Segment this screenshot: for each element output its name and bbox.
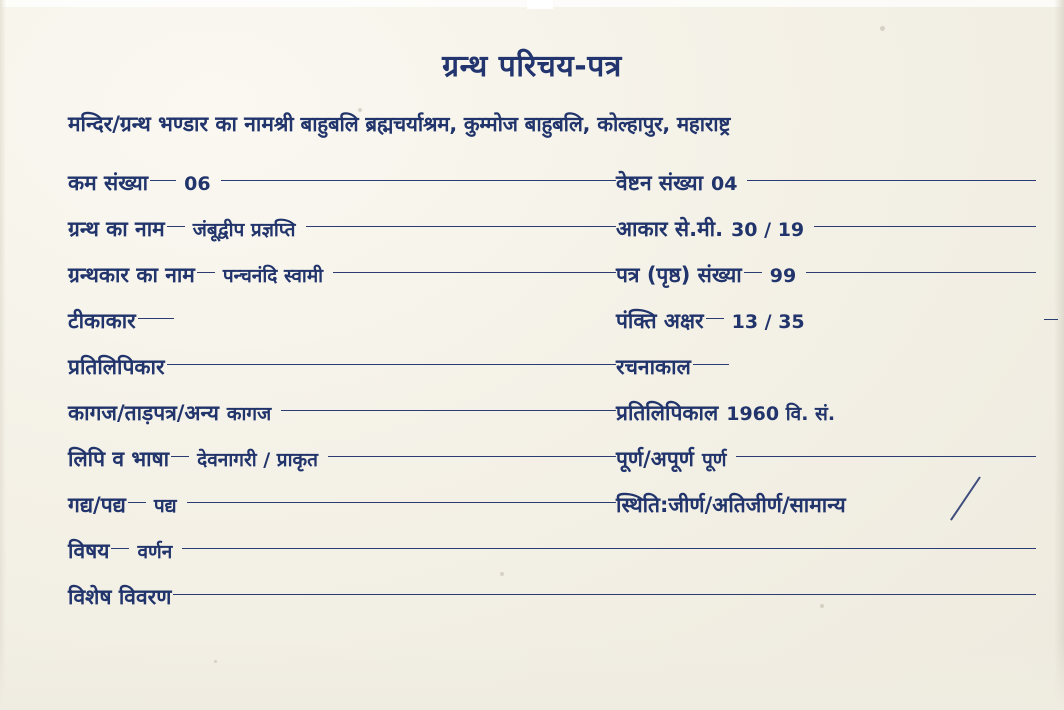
paper-left-edge [0,0,6,710]
field-rule [167,364,616,365]
scan-notch [527,0,553,9]
field-rule [128,502,146,503]
temple-name-label: मन्दिर/ग्रन्थ भण्डार का नाम [68,112,274,136]
field-granthkar-ka-naam [68,261,616,289]
field-rule [171,456,189,457]
paper-speck [880,26,885,31]
form-row [68,206,1036,252]
field-rule [197,272,215,273]
field-value: 04 [711,173,738,195]
form-row [68,298,1036,344]
field-rule [150,180,176,181]
field-rule [706,318,724,319]
form-grid [68,160,1036,620]
field-rule [328,456,616,457]
field-rule [138,318,174,319]
field-rule [747,180,1036,181]
field-value: 1960 वि. सं. [726,403,836,425]
field-label: प्रतिलिपिकार [68,355,165,379]
field-label: प्रतिलिपिकाल [616,401,719,425]
form-row [68,160,1036,206]
field-lipi-va-bhasha [68,445,616,473]
form-row [68,344,1036,390]
field-value: पूर्ण [701,449,727,471]
field-veshtan-sankhya [616,169,1036,197]
field-label: कागज/ताड़पत्र/अन्य [68,401,219,425]
field-label: विषय [68,539,110,563]
temple-name-value: श्री बाहुबलि ब्रह्मचर्याश्रम, कुम्मोज बाहुबलि, कोल्हापुर, महाराष्ट्र [273,112,731,136]
field-vishay [68,537,1036,565]
field-value: पन्चनंदि स्वामी [222,265,324,287]
field-pratilipikal [616,399,1036,427]
field-rachanakal [616,353,1036,381]
field-rule [306,226,616,227]
field-label: स्थिति:जीर्ण/अतिजीर्ण/सामान्य [616,493,846,517]
form-row [68,482,1036,528]
field-rule [173,594,1036,595]
field-sthiti [616,491,1036,519]
field-label: आकार से.मी. [616,217,724,241]
field-rule [221,180,616,181]
field-rule [806,272,1036,273]
field-rule [281,410,616,411]
field-aakar-cm [616,215,1036,243]
field-rule [187,502,616,503]
field-label: पंक्ति अक्षर [616,309,704,333]
field-value: जंबूद्वीप प्रज्ञप्ति [192,219,296,241]
form-row [68,528,1036,574]
field-value: 13 / 35 [731,311,805,333]
field-label: ग्रन्थ का नाम [68,217,165,241]
field-tikakar [68,307,616,335]
field-purna-apurna [616,445,1036,473]
field-label: टीकाकार [68,309,136,333]
margin-tick [1044,319,1058,320]
paper-speck [214,660,217,663]
field-label: वेष्टन संख्या [616,171,704,195]
field-label: पत्र (पृष्ठ) संख्या [616,263,742,287]
form-row [68,436,1036,482]
field-label: लिपि व भाषा [68,447,170,471]
field-label: कम संख्या [68,171,149,195]
field-granth-ka-naam [68,215,616,243]
form-row [68,390,1036,436]
field-value: 99 [769,265,797,287]
field-value: 30 / 19 [731,219,805,241]
form-row [68,574,1036,620]
temple-name-row [68,110,1048,138]
field-value: कागज [226,403,272,425]
field-pankti-akshar [616,307,1036,335]
field-value: वर्णन [137,541,173,563]
field-rule [167,226,185,227]
field-value: पद्य [153,495,177,517]
field-rule [693,364,729,365]
field-value: 06 [184,173,211,195]
field-label: ग्रन्थकार का नाम [68,263,195,287]
field-gadya-padya [68,491,616,519]
page-title: ग्रन्थ परिचय-पत्र [442,49,622,84]
field-rule [736,456,1036,457]
field-rule [814,226,1036,227]
field-pratilipikar [68,353,616,381]
paper-bottom-edge [0,638,1064,710]
field-rule [744,272,762,273]
field-vishesh-vivaran [68,583,1036,611]
field-label: पूर्ण/अपूर्ण [616,447,694,471]
field-kram-sankhya [68,169,616,197]
field-rule [182,548,1036,549]
strikethrough-mark [950,476,981,520]
paper-right-edge [1054,0,1064,710]
form-row [68,252,1036,298]
field-label: रचनाकाल [616,355,691,379]
field-label: विशेष विवरण [68,585,172,609]
field-value: देवनागरी / प्राकृत [197,449,318,471]
field-patra-sankhya [616,261,1036,289]
field-rule [111,548,129,549]
field-kagaj-tadpatra-anya [68,399,616,427]
field-rule [333,272,616,273]
field-label: गद्य/पद्य [68,493,126,517]
